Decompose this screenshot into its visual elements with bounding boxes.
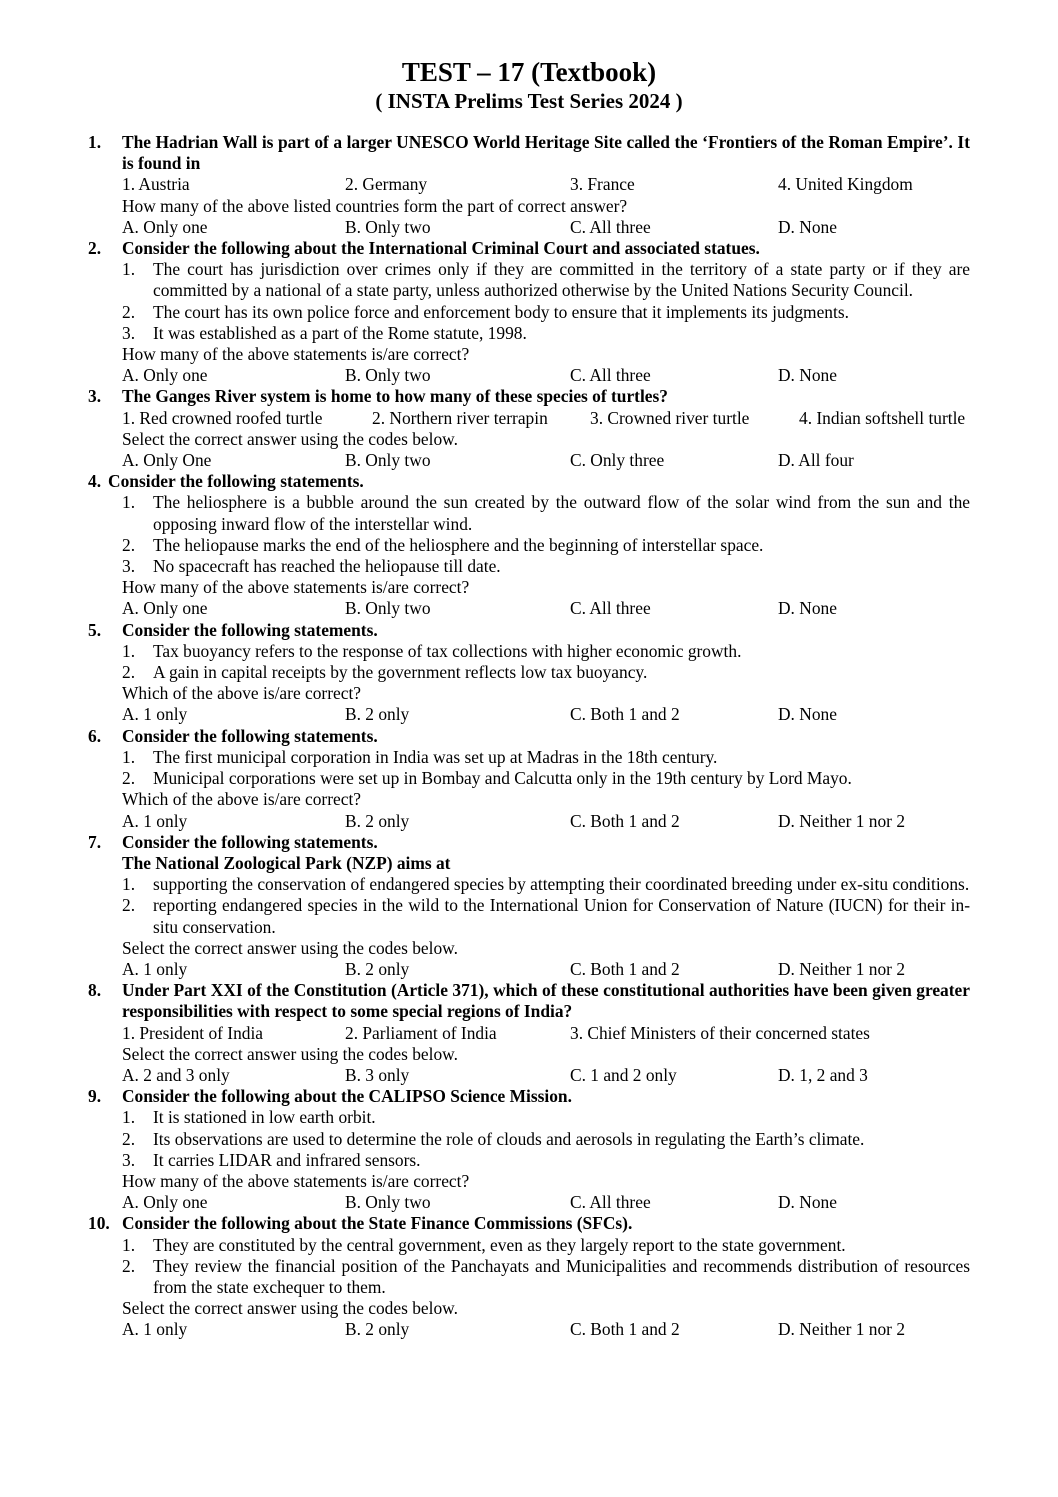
options-row xyxy=(122,959,970,980)
question-stem-row xyxy=(88,1086,970,1107)
list-item: 1. Austria xyxy=(122,174,190,195)
question-stem: Consider the following about the International Criminal Court and associated statues. xyxy=(122,238,760,259)
question-lead: Select the correct answer using the codes below. xyxy=(122,937,458,958)
option-a: A. Only one xyxy=(122,216,208,237)
option-c: C. Both 1 and 2 xyxy=(570,704,680,725)
options-row xyxy=(122,598,970,619)
list-item: 2. Parliament of India xyxy=(345,1022,497,1043)
option-c: C. Both 1 and 2 xyxy=(570,810,680,831)
statement-text: They are constituted by the central government, even as they largely report to the state government. xyxy=(153,1234,846,1255)
statement-number: 2. xyxy=(122,1255,136,1276)
option-b: B. 2 only xyxy=(345,958,410,979)
question-number: 5. xyxy=(88,619,102,640)
page-subtitle: ( INSTA Prelims Test Series 2024 ) xyxy=(375,89,683,113)
question-number: 3. xyxy=(88,386,102,407)
question-lead: How many of the above listed countries form the part of correct answer? xyxy=(122,195,628,216)
option-a: A. 1 only xyxy=(122,810,188,831)
option-c: C. All three xyxy=(570,216,651,237)
list-item: 1. Red crowned roofed turtle xyxy=(122,407,323,428)
statement-text: The court has jurisdiction over crimes only if they are committed in the territory of a state party or if they are committed by a national of a state party, unless authorized otherwise by the United Nations Security Council. xyxy=(153,259,970,301)
options-row xyxy=(122,450,970,471)
statement xyxy=(122,641,970,662)
statement-text: Tax buoyancy refers to the response of tax collections with higher economic growth. xyxy=(153,640,742,661)
question-stem-row xyxy=(88,1213,970,1234)
option-d: D. All four xyxy=(778,450,854,471)
option-a: A. Only one xyxy=(122,598,208,619)
list-item: 4. Indian softshell turtle xyxy=(799,407,966,428)
statement-text: It was established as a part of the Rome statute, 1998. xyxy=(153,322,527,343)
options-row xyxy=(122,1319,970,1340)
question-number: 10. xyxy=(88,1213,110,1234)
statement-number: 2. xyxy=(122,1128,136,1149)
question-stem: Consider the following statements. xyxy=(122,619,378,640)
list-item: 1. President of India xyxy=(122,1022,264,1043)
item-row xyxy=(122,1023,970,1044)
option-c: C. All three xyxy=(570,365,651,386)
question-number: 4. xyxy=(88,471,102,492)
statement xyxy=(122,662,970,683)
option-d: D. None xyxy=(778,598,837,619)
statement-number: 2. xyxy=(122,301,136,322)
question-lead: Select the correct answer using the codes below. xyxy=(122,1043,458,1064)
option-a: A. 1 only xyxy=(122,958,188,979)
option-b: B. Only two xyxy=(345,450,431,471)
statement xyxy=(122,535,970,556)
list-item: 3. Chief Ministers of their concerned states xyxy=(570,1022,870,1043)
option-b: B. 2 only xyxy=(345,704,410,725)
option-c: C. Both 1 and 2 xyxy=(570,1319,680,1340)
statement-text: Its observations are used to determine the role of clouds and aerosols in regulating the Earth’s climate. xyxy=(153,1128,865,1149)
question-6 xyxy=(88,726,970,832)
question-stem-row xyxy=(88,132,970,174)
question-stem-row xyxy=(88,238,970,259)
statement xyxy=(122,492,970,534)
list-item: 2. Northern river terrapin xyxy=(372,407,548,428)
options-row xyxy=(122,811,970,832)
statement xyxy=(122,259,970,301)
option-d: D. Neither 1 nor 2 xyxy=(778,810,906,831)
statement-text: The heliopause marks the end of the heliosphere and the beginning of interstellar space. xyxy=(153,534,764,555)
statement-number: 1. xyxy=(122,746,136,767)
statement-text: Municipal corporations were set up in Bombay and Calcutta only in the 19th century by Lord Mayo. xyxy=(153,768,852,789)
option-c: C. All three xyxy=(570,1192,651,1213)
question-lead: Which of the above is/are correct? xyxy=(122,683,361,704)
question-stem: Consider the following about the CALIPSO Science Mission. xyxy=(122,1086,572,1107)
statement-number: 1. xyxy=(122,259,136,280)
item-row xyxy=(122,174,970,195)
question-number: 8. xyxy=(88,980,102,1001)
options-row xyxy=(122,1065,970,1086)
statement xyxy=(122,874,970,895)
question-3 xyxy=(88,386,970,471)
question-stem-row xyxy=(88,832,970,853)
question-9 xyxy=(88,1086,970,1213)
statement-text: reporting endangered species in the wild to the International Union for Conservation of Nature (IUCN) for their in-situ conservation. xyxy=(153,895,970,937)
statement xyxy=(122,747,970,768)
statement-text: The heliosphere is a bubble around the sun created by the outward flow of the solar wind from the sun and the opposing inward flow of the interstellar wind. xyxy=(153,492,970,534)
question-stem: Consider the following statements. xyxy=(122,831,378,852)
question-7 xyxy=(88,832,970,980)
question-stem: Consider the following statements. xyxy=(122,725,378,746)
question-number: 7. xyxy=(88,831,102,852)
option-a: A. 1 only xyxy=(122,1319,188,1340)
question-5 xyxy=(88,620,970,726)
statement-text: It is stationed in low earth orbit. xyxy=(153,1107,376,1128)
question-stem-row xyxy=(88,471,970,492)
option-a: A. 1 only xyxy=(122,704,188,725)
statement-text: A gain in capital receipts by the government reflects low tax buoyancy. xyxy=(153,662,648,683)
statement-number: 3. xyxy=(122,1149,136,1170)
option-a: A. Only One xyxy=(122,450,212,471)
list-item: 2. Germany xyxy=(345,174,428,195)
statement-number: 1. xyxy=(122,640,136,661)
question-lead: Select the correct answer using the codes below. xyxy=(122,1298,458,1319)
option-a: A. Only one xyxy=(122,1192,208,1213)
statement-text: The first municipal corporation in India was set up at Madras in the 18th century. xyxy=(153,746,718,767)
list-item: 3. France xyxy=(570,174,635,195)
options-row xyxy=(122,1192,970,1213)
option-b: B. Only two xyxy=(345,365,431,386)
statement-text: The court has its own police force and enforcement body to ensure that it implements its judgments. xyxy=(153,301,849,322)
options-row xyxy=(122,217,970,238)
statement-number: 2. xyxy=(122,768,136,789)
question-lead: How many of the above statements is/are correct? xyxy=(122,1170,470,1191)
statement-text: No spacecraft has reached the heliopause till date. xyxy=(153,556,501,577)
option-b: B. 2 only xyxy=(345,810,410,831)
option-a: A. Only one xyxy=(122,365,208,386)
question-stem: The Hadrian Wall is part of a larger UNESCO World Heritage Site called the ‘Frontiers of the Roman Empire’. It is found in xyxy=(122,132,970,174)
question-stem: Consider the following statements. xyxy=(108,471,364,492)
question-stem: The Ganges River system is home to how many of these species of turtles? xyxy=(122,386,668,407)
question-stem: Consider the following about the State Finance Commissions (SFCs). xyxy=(122,1213,633,1234)
question-subheader: The National Zoological Park (NZP) aims at xyxy=(122,852,451,873)
statement-number: 2. xyxy=(122,895,136,916)
statement xyxy=(122,1256,970,1298)
option-d: D. Neither 1 nor 2 xyxy=(778,958,906,979)
page-title: TEST – 17 (Textbook) xyxy=(401,57,657,87)
statement xyxy=(122,1150,970,1171)
option-a: A. 2 and 3 only xyxy=(122,1064,230,1085)
question-number: 1. xyxy=(88,132,102,152)
question-2 xyxy=(88,238,970,386)
statement-number: 1. xyxy=(122,874,136,895)
statement-number: 3. xyxy=(122,556,136,577)
statement xyxy=(122,1107,970,1128)
statement xyxy=(122,302,970,323)
question-stem-row xyxy=(88,980,970,1022)
statement-number: 1. xyxy=(122,1234,136,1255)
statement xyxy=(122,768,970,789)
statement-number: 1. xyxy=(122,1107,136,1128)
question-stem: Under Part XXI of the Constitution (Article 371), which of these constitutional authorities have been given greater responsibilities with respect to some special regions of India? xyxy=(122,980,970,1022)
option-d: D. 1, 2 and 3 xyxy=(778,1064,868,1085)
question-number: 6. xyxy=(88,725,102,746)
question-4 xyxy=(88,471,970,619)
option-c: C. All three xyxy=(570,598,651,619)
option-c: C. Both 1 and 2 xyxy=(570,958,680,979)
option-d: D. None xyxy=(778,216,837,237)
options-row xyxy=(122,704,970,725)
option-d: D. None xyxy=(778,365,837,386)
statement-text: They review the financial position of the Panchayats and Municipalities and recommends distribution of resources from the state exchequer to them. xyxy=(153,1255,970,1297)
option-c: C. 1 and 2 only xyxy=(570,1064,677,1085)
question-stem-row xyxy=(88,386,970,407)
question-8 xyxy=(88,980,970,1086)
option-b: B. Only two xyxy=(345,598,431,619)
question-number: 9. xyxy=(88,1086,102,1107)
question-stem-row xyxy=(88,620,970,641)
option-b: B. Only two xyxy=(345,216,431,237)
option-b: B. 3 only xyxy=(345,1064,410,1085)
question-number: 2. xyxy=(88,238,102,259)
question-stem-row xyxy=(88,726,970,747)
statement-number: 2. xyxy=(122,662,136,683)
option-b: B. 2 only xyxy=(345,1319,410,1340)
statement-text: It carries LIDAR and infrared sensors. xyxy=(153,1149,421,1170)
option-d: D. Neither 1 nor 2 xyxy=(778,1319,906,1340)
question-10 xyxy=(88,1213,970,1340)
statement-number: 3. xyxy=(122,322,136,343)
statement xyxy=(122,323,970,344)
list-item: 4. United Kingdom xyxy=(778,174,913,195)
option-c: C. Only three xyxy=(570,450,665,471)
statement-number: 1. xyxy=(122,492,136,513)
question-list xyxy=(88,132,970,1341)
statement xyxy=(122,895,970,937)
statement xyxy=(122,556,970,577)
statement-number: 2. xyxy=(122,534,136,555)
question-lead: How many of the above statements is/are correct? xyxy=(122,344,470,365)
statement xyxy=(122,1129,970,1150)
question-lead: How many of the above statements is/are correct? xyxy=(122,577,470,598)
list-item: 3. Crowned river turtle xyxy=(590,407,750,428)
options-row xyxy=(122,365,970,386)
option-b: B. Only two xyxy=(345,1192,431,1213)
option-d: D. None xyxy=(778,704,837,725)
question-lead: Select the correct answer using the codes below. xyxy=(122,428,458,449)
question-lead: Which of the above is/are correct? xyxy=(122,789,361,810)
question-1 xyxy=(88,132,970,238)
item-row xyxy=(122,408,970,429)
option-d: D. None xyxy=(778,1192,837,1213)
statement-text: supporting the conservation of endangered species by attempting their coordinated breeding under ex-situ conditions. xyxy=(153,874,970,895)
statement xyxy=(122,1235,970,1256)
